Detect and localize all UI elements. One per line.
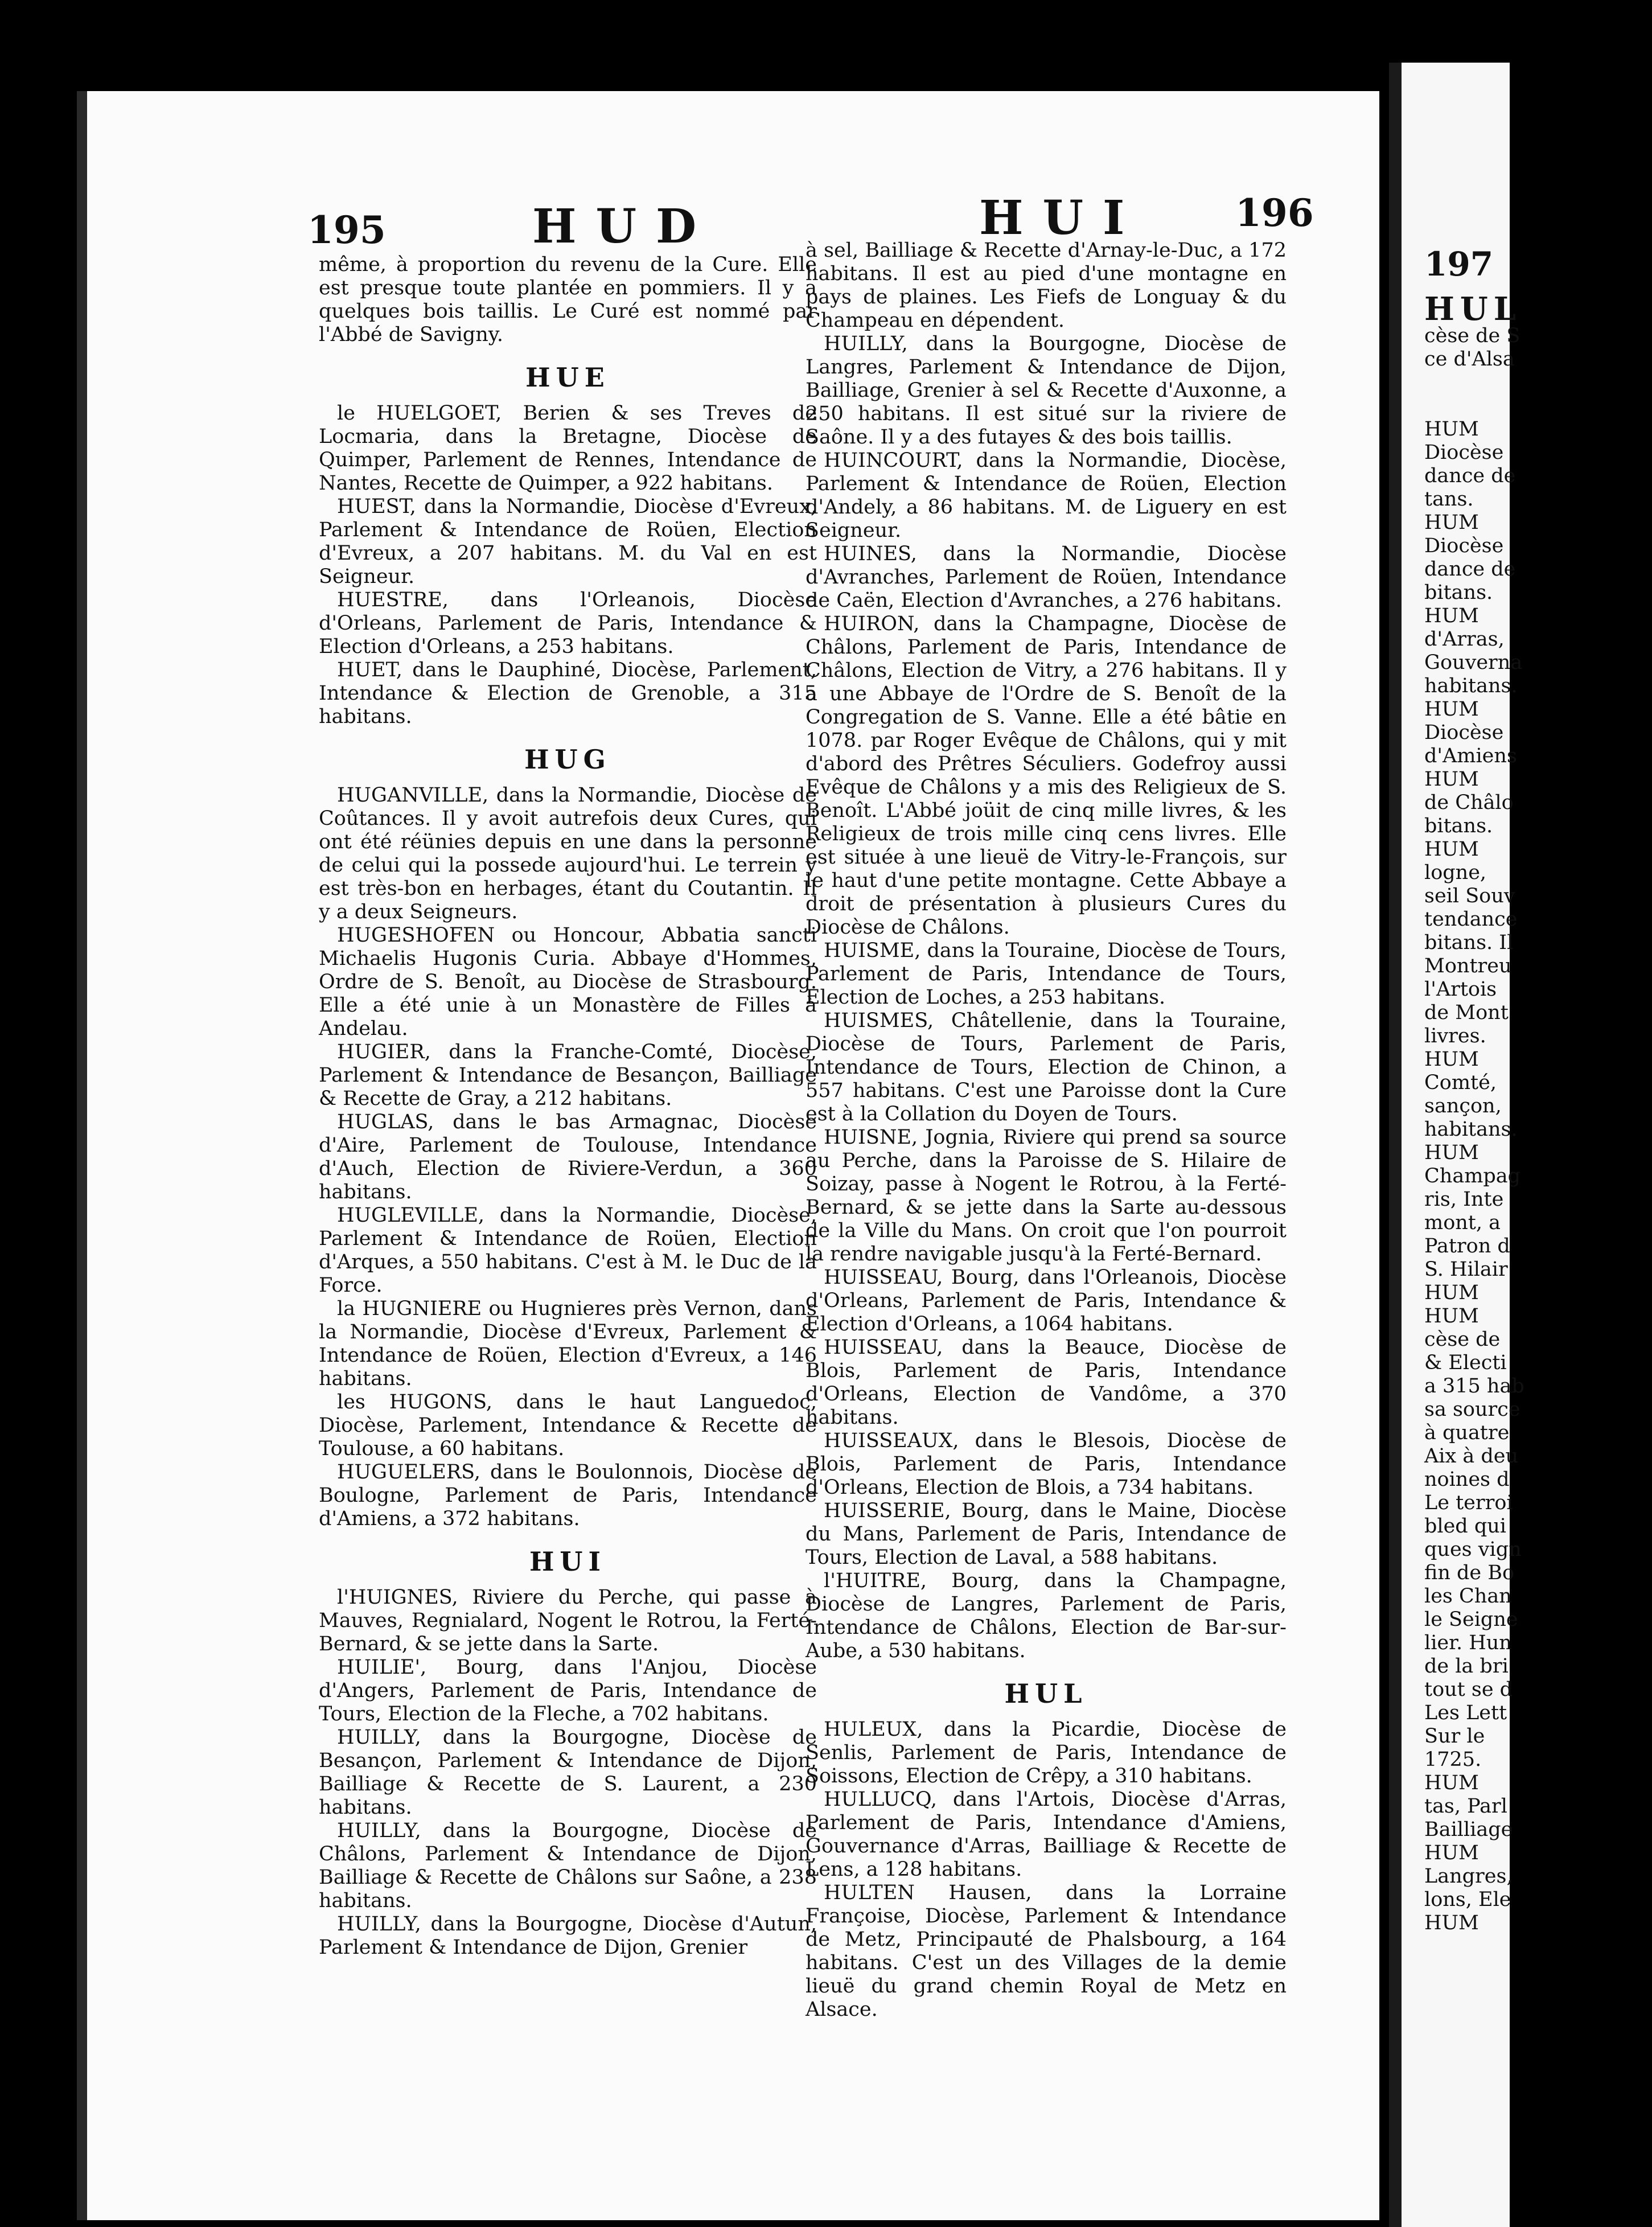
running-head-right: HUI (979, 191, 1144, 245)
dictionary-entry: HUILLY, dans la Bourgogne, Diocèse de Châlons, Parlement & Intendance de Dijon, Bailliage & Recette de Châlons sur Saône, a 238 habitans. (319, 1819, 817, 1912)
dictionary-entry: HUGANVILLE, dans la Normandie, Diocèse de Coûtances. Il y avoit autrefois deux Cures, qui ont été réünies depuis en une dans la personne de celui qui la possede aujourd'hui. Le terrein y est très-bon en herbages, étant du Coutantin. Il y a deux Seigneurs. (319, 784, 817, 923)
next-page-line: HUM (1424, 418, 1479, 441)
next-page-line: de Châlo (1424, 791, 1514, 814)
next-page-line: tout se d (1424, 1678, 1513, 1701)
page-number-left: 195 (307, 208, 386, 252)
next-page-line: Diocèse (1424, 721, 1504, 744)
dictionary-entry: les HUGONS, dans le haut Languedoc, Diocèse, Parlement, Intendance & Recette de Toulouse, a 60 habitans. (319, 1391, 817, 1460)
next-page-line: habitans. (1424, 675, 1518, 697)
dictionary-entry: HULLUCQ, dans l'Artois, Diocèse d'Arras, Parlement de Paris, Intendance d'Amiens, Gouvernance d'Arras, Bailliage & Recette de Lens, a 128 habitans. (806, 1788, 1287, 1881)
next-page-line: Gouverna (1424, 651, 1523, 674)
section-heading: HUG (524, 744, 611, 775)
next-page-line: le Seigne (1424, 1608, 1518, 1631)
dictionary-entry: le HUELGOET, Berien & ses Treves de Locmaria, dans la Bretagne, Diocèse de Quimper, Parlement de Rennes, Intendance de Nantes, Recette de Quimper, a 922 habitans. (319, 402, 817, 495)
next-page-line: lons, Ele (1424, 1888, 1511, 1911)
right-column (806, 239, 1287, 2021)
next-page-line: Sur le (1424, 1725, 1485, 1748)
next-page-line: Diocèse (1424, 441, 1504, 464)
next-page-line: sançon, (1424, 1095, 1502, 1117)
next-page-line: HUM (1424, 511, 1479, 534)
next-page-line: Patron d (1424, 1235, 1510, 1258)
next-page-line: Les Lett (1424, 1702, 1507, 1724)
dictionary-entry: HUISMES, Châtellenie, dans la Touraine, Diocèse de Tours, Parlement de Paris, Intendance de Tours, Election de Chinon, a 557 habitans. C'est une Paroisse dont la Cure est à la Collation du Doyen de Tours. (806, 1009, 1287, 1125)
next-page-line: fin de Bo (1424, 1562, 1515, 1584)
next-page-line: Champag (1424, 1165, 1521, 1188)
section-heading: HUE (525, 362, 610, 393)
dictionary-entry: HUILIE', Bourg, dans l'Anjou, Diocèse d'Angers, Parlement de Paris, Intendance de Tours, Election de la Fleche, a 702 habitans. (319, 1656, 817, 1725)
dictionary-entry: à sel, Bailliage & Recette d'Arnay-le-Duc, a 172 habitans. Il est au pied d'une montagne en pays de plaines. Les Fiefs de Longuay & du Champeau en dépendent. (806, 239, 1287, 332)
next-page-line: 1725. (1424, 1748, 1482, 1771)
dictionary-entry: HUGLAS, dans le bas Armagnac, Diocèse d'Aire, Parlement de Toulouse, Intendance d'Auch, Election de Riviere-Verdun, a 360 habitans. (319, 1111, 817, 1203)
next-page-line: logne, (1424, 861, 1487, 884)
next-page-line: seil Souv (1424, 885, 1515, 907)
next-page-line: habitans. (1424, 1118, 1518, 1141)
next-page-line: cèse de S (1424, 324, 1521, 347)
next-page-line: sa source (1424, 1398, 1521, 1421)
next-page-line: d'Arras, (1424, 628, 1505, 651)
next-page-line (1424, 395, 1652, 418)
page-number-next: 197 (1424, 245, 1494, 283)
next-page-line: à quatre (1424, 1421, 1510, 1444)
next-page-line: de Mont (1424, 1001, 1509, 1024)
next-page-line: livres. (1424, 1025, 1486, 1047)
dictionary-entry: HUISSEAUX, dans le Blesois, Diocèse de Blois, Parlement de Paris, Intendance d'Orleans, Election de Blois, a 734 habitans. (806, 1429, 1287, 1499)
dictionary-entry: HULTEN Hausen, dans la Lorraine Françoise, Diocèse, Parlement & Intendance de Metz, Principauté de Phalsbourg, a 164 habitans. C'est un des Villages de la demie lieuë du grand chemin Royal de Metz en Alsace. (806, 1881, 1287, 2021)
next-page-line: Bailliage (1424, 1818, 1513, 1841)
next-page-line: bitans. (1424, 581, 1493, 604)
dictionary-entry: HUET, dans le Dauphiné, Diocèse, Parlement, Intendance & Election de Grenoble, a 315 habitans. (319, 659, 817, 728)
next-page-line: de la bri (1424, 1655, 1509, 1678)
dictionary-entry: HUISNE, Jognia, Riviere qui prend sa source au Perche, dans la Paroisse de S. Hilaire de Soizay, passe à Nogent le Rotrou, à la Ferté-Bernard, & se jette dans la Sarte au-dessous de la Ville du Mans. On croit que l'on pourroit la rendre navigable jusqu'à la Ferté-Bernard. (806, 1126, 1287, 1265)
next-page-line: & Electi (1424, 1351, 1507, 1374)
next-page-line: HUM (1424, 1141, 1479, 1164)
dictionary-entry: HULEUX, dans la Picardie, Diocèse de Senlis, Parlement de Paris, Intendance de Soissons, Election de Crêpy, a 310 habitans. (806, 1718, 1287, 1788)
next-page-line: ris, Inte (1424, 1188, 1504, 1211)
running-head-next: HUL (1424, 290, 1522, 328)
dictionary-entry: l'HUITRE, Bourg, dans la Champagne, Diocèse de Langres, Parlement de Paris, Intendance de Châlons, Election de Bar-sur-Aube, a 530 habitans. (806, 1569, 1287, 1662)
next-page-line: mont, a (1424, 1211, 1501, 1234)
next-page-line: ce d'Alsa (1424, 348, 1515, 371)
next-page-column (1424, 324, 1652, 1935)
next-page-line: Le terroi (1424, 1491, 1513, 1514)
section-heading: HUI (529, 1546, 607, 1577)
next-page-line: ques vign (1424, 1538, 1522, 1561)
next-page-line: dance de (1424, 465, 1516, 487)
dictionary-entry: HUINCOURT, dans la Normandie, Diocèse, Parlement & Intendance de Roüen, Election d'Andely, a 86 habitans. M. de Liguery en est Seigneur. (806, 449, 1287, 542)
dictionary-entry: HUEST, dans la Normandie, Diocèse d'Evreux, Parlement & Intendance de Roüen, Election d'Evreux, a 207 habitans. M. du Val en est Seigneur. (319, 495, 817, 588)
next-page-line: HUM (1424, 1772, 1479, 1794)
dictionary-entry: HUILLY, dans la Bourgogne, Diocèse de Langres, Parlement & Intendance de Dijon, Bailliage, Grenier à sel & Recette d'Auxonne, a 250 habitans. Il est situé sur la riviere de Saône. Il y a des futayes & des bois taillis. (806, 332, 1287, 449)
next-page-line: noines d (1424, 1468, 1510, 1491)
dictionary-entry: HUESTRE, dans l'Orleanois, Diocèse d'Orleans, Parlement de Paris, Intendance & Election d'Orleans, a 253 habitans. (319, 589, 817, 658)
dictionary-entry: HUGIER, dans la Franche-Comté, Diocèse, Parlement & Intendance de Besançon, Bailliage & Recette de Gray, a 212 habitans. (319, 1041, 817, 1110)
next-page-line: Comté, (1424, 1071, 1497, 1094)
next-page-line: HUM (1424, 1048, 1479, 1071)
next-page-line: cèse de (1424, 1328, 1501, 1351)
dictionary-entry: HUILLY, dans la Bourgogne, Diocèse d'Autun, Parlement & Intendance de Dijon, Grenier (319, 1913, 817, 1959)
left-column (319, 253, 817, 1959)
next-page-line: d'Amiens (1424, 745, 1517, 767)
next-page-line: HUM (1424, 1842, 1479, 1864)
page-number-right: 196 (1235, 191, 1314, 235)
next-page-line: S. Hilair (1424, 1258, 1508, 1281)
next-page-line: bitans. Il (1424, 931, 1514, 954)
next-page-line: tendance (1424, 908, 1518, 931)
next-page-line: bled qui (1424, 1515, 1506, 1538)
dictionary-entry: même, à proportion du revenu de la Cure. Elle est presque toute plantée en pommiers. Il y a quelques bois taillis. Le Curé est nommé par l'Abbé de Savigny. (319, 253, 817, 346)
next-page-line (1424, 371, 1652, 395)
next-page-line: tas, Parl (1424, 1795, 1507, 1818)
dictionary-entry: l'HUIGNES, Riviere du Perche, qui passe à Mauves, Regnialard, Nogent le Rotrou, la Ferté-Bernard, & se jette dans la Sarte. (319, 1586, 817, 1655)
next-page-line: Langres, (1424, 1865, 1513, 1888)
next-page-line: bitans. (1424, 815, 1493, 837)
dictionary-entry: HUGESHOFEN ou Honcour, Abbatia sancti Michaelis Hugonis Curia. Abbaye d'Hommes, Ordre de S. Benoît, au Diocèse de Strasbourg. Elle a été unie à un Monastère de Filles à Andelau. (319, 924, 817, 1040)
next-page-line: les Chan (1424, 1585, 1512, 1608)
next-page-line: lier. Hun (1424, 1632, 1512, 1654)
next-page-line: l'Artois (1424, 978, 1497, 1001)
next-page-line: HUM (1424, 698, 1479, 721)
next-page-line: Diocèse (1424, 535, 1504, 557)
section-heading: HUL (1004, 1678, 1088, 1709)
next-page-line: HUM (1424, 1912, 1479, 1934)
dictionary-entry: la HUGNIERE ou Hugnieres près Vernon, dans la Normandie, Diocèse d'Evreux, Parlement & Intendance de Roüen, Election d'Evreux, a 146 habitans. (319, 1297, 817, 1390)
dictionary-entry: HUILLY, dans la Bourgogne, Diocèse de Besançon, Parlement & Intendance de Dijon, Bailliage & Recette de S. Laurent, a 230 habitans. (319, 1726, 817, 1819)
next-page-line: HUM (1424, 838, 1479, 861)
next-page-line: HUM (1424, 605, 1479, 627)
next-page-line: HUM (1424, 1305, 1479, 1328)
dictionary-entry: HUINES, dans la Normandie, Diocèse d'Avranches, Parlement de Roüen, Intendance de Caën, Election d'Avranches, a 276 habitans. (806, 543, 1287, 612)
next-page-line: Montreu (1424, 955, 1512, 977)
dictionary-entry: HUISSEAU, Bourg, dans l'Orleanois, Diocèse d'Orleans, Parlement de Paris, Intendance & Election d'Orleans, a 1064 habitans. (806, 1266, 1287, 1336)
dictionary-entry: HUGUELERS, dans le Boulonnois, Diocèse de Boulogne, Parlement de Paris, Intendance d'Amiens, a 372 habitans. (319, 1461, 817, 1530)
running-head-left: HUD (532, 199, 716, 254)
next-page-line: HUM (1424, 768, 1479, 791)
dictionary-entry: HUGLEVILLE, dans la Normandie, Diocèse, Parlement & Intendance de Roüen, Election d'Arques, a 550 habitans. C'est à M. le Duc de la Force. (319, 1204, 817, 1297)
dictionary-entry: HUISSEAU, dans la Beauce, Diocèse de Blois, Parlement de Paris, Intendance d'Orleans, Election de Vandôme, a 370 habitans. (806, 1336, 1287, 1429)
next-page-line: HUM (1424, 1281, 1479, 1304)
dictionary-entry: HUISSERIE, Bourg, dans le Maine, Diocèse du Mans, Parlement de Paris, Intendance de Tours, Election de Laval, a 588 habitans. (806, 1499, 1287, 1569)
next-page-line: Aix à deu (1424, 1445, 1518, 1468)
dictionary-entry: HUIRON, dans la Champagne, Diocèse de Châlons, Parlement de Paris, Intendance de Châlons, Election de Vitry, a 276 habitans. Il y a une Abbaye de l'Ordre de S. Benoît de la Congregation de S. Vanne. Elle a été bâtie en 1078. par Roger Evêque de Châlons, qui y mit d'abord des Prêtres Séculiers. Godefroy aussi Evêque de Châlons y a mis des Religieux de S. Benoît. L'Abbé joüit de cinq mille livres, & les Religieux de trois mille cinq cens livres. Elle est située à une lieuë de Vitry-le-François, sur le haut d'une petite montagne. Cette Abbaye a droit de présentation à plusieurs Cures du Diocèse de Châlons. (806, 613, 1287, 939)
next-page-line: tans. (1424, 488, 1474, 511)
next-page-fragment (1389, 63, 1524, 2227)
next-page-line: a 315 hab (1424, 1375, 1524, 1398)
dictionary-entry: HUISME, dans la Touraine, Diocèse de Tours, Parlement de Paris, Intendance de Tours, Election de Loches, a 253 habitans. (806, 939, 1287, 1009)
next-page-line: dance de (1424, 558, 1516, 581)
